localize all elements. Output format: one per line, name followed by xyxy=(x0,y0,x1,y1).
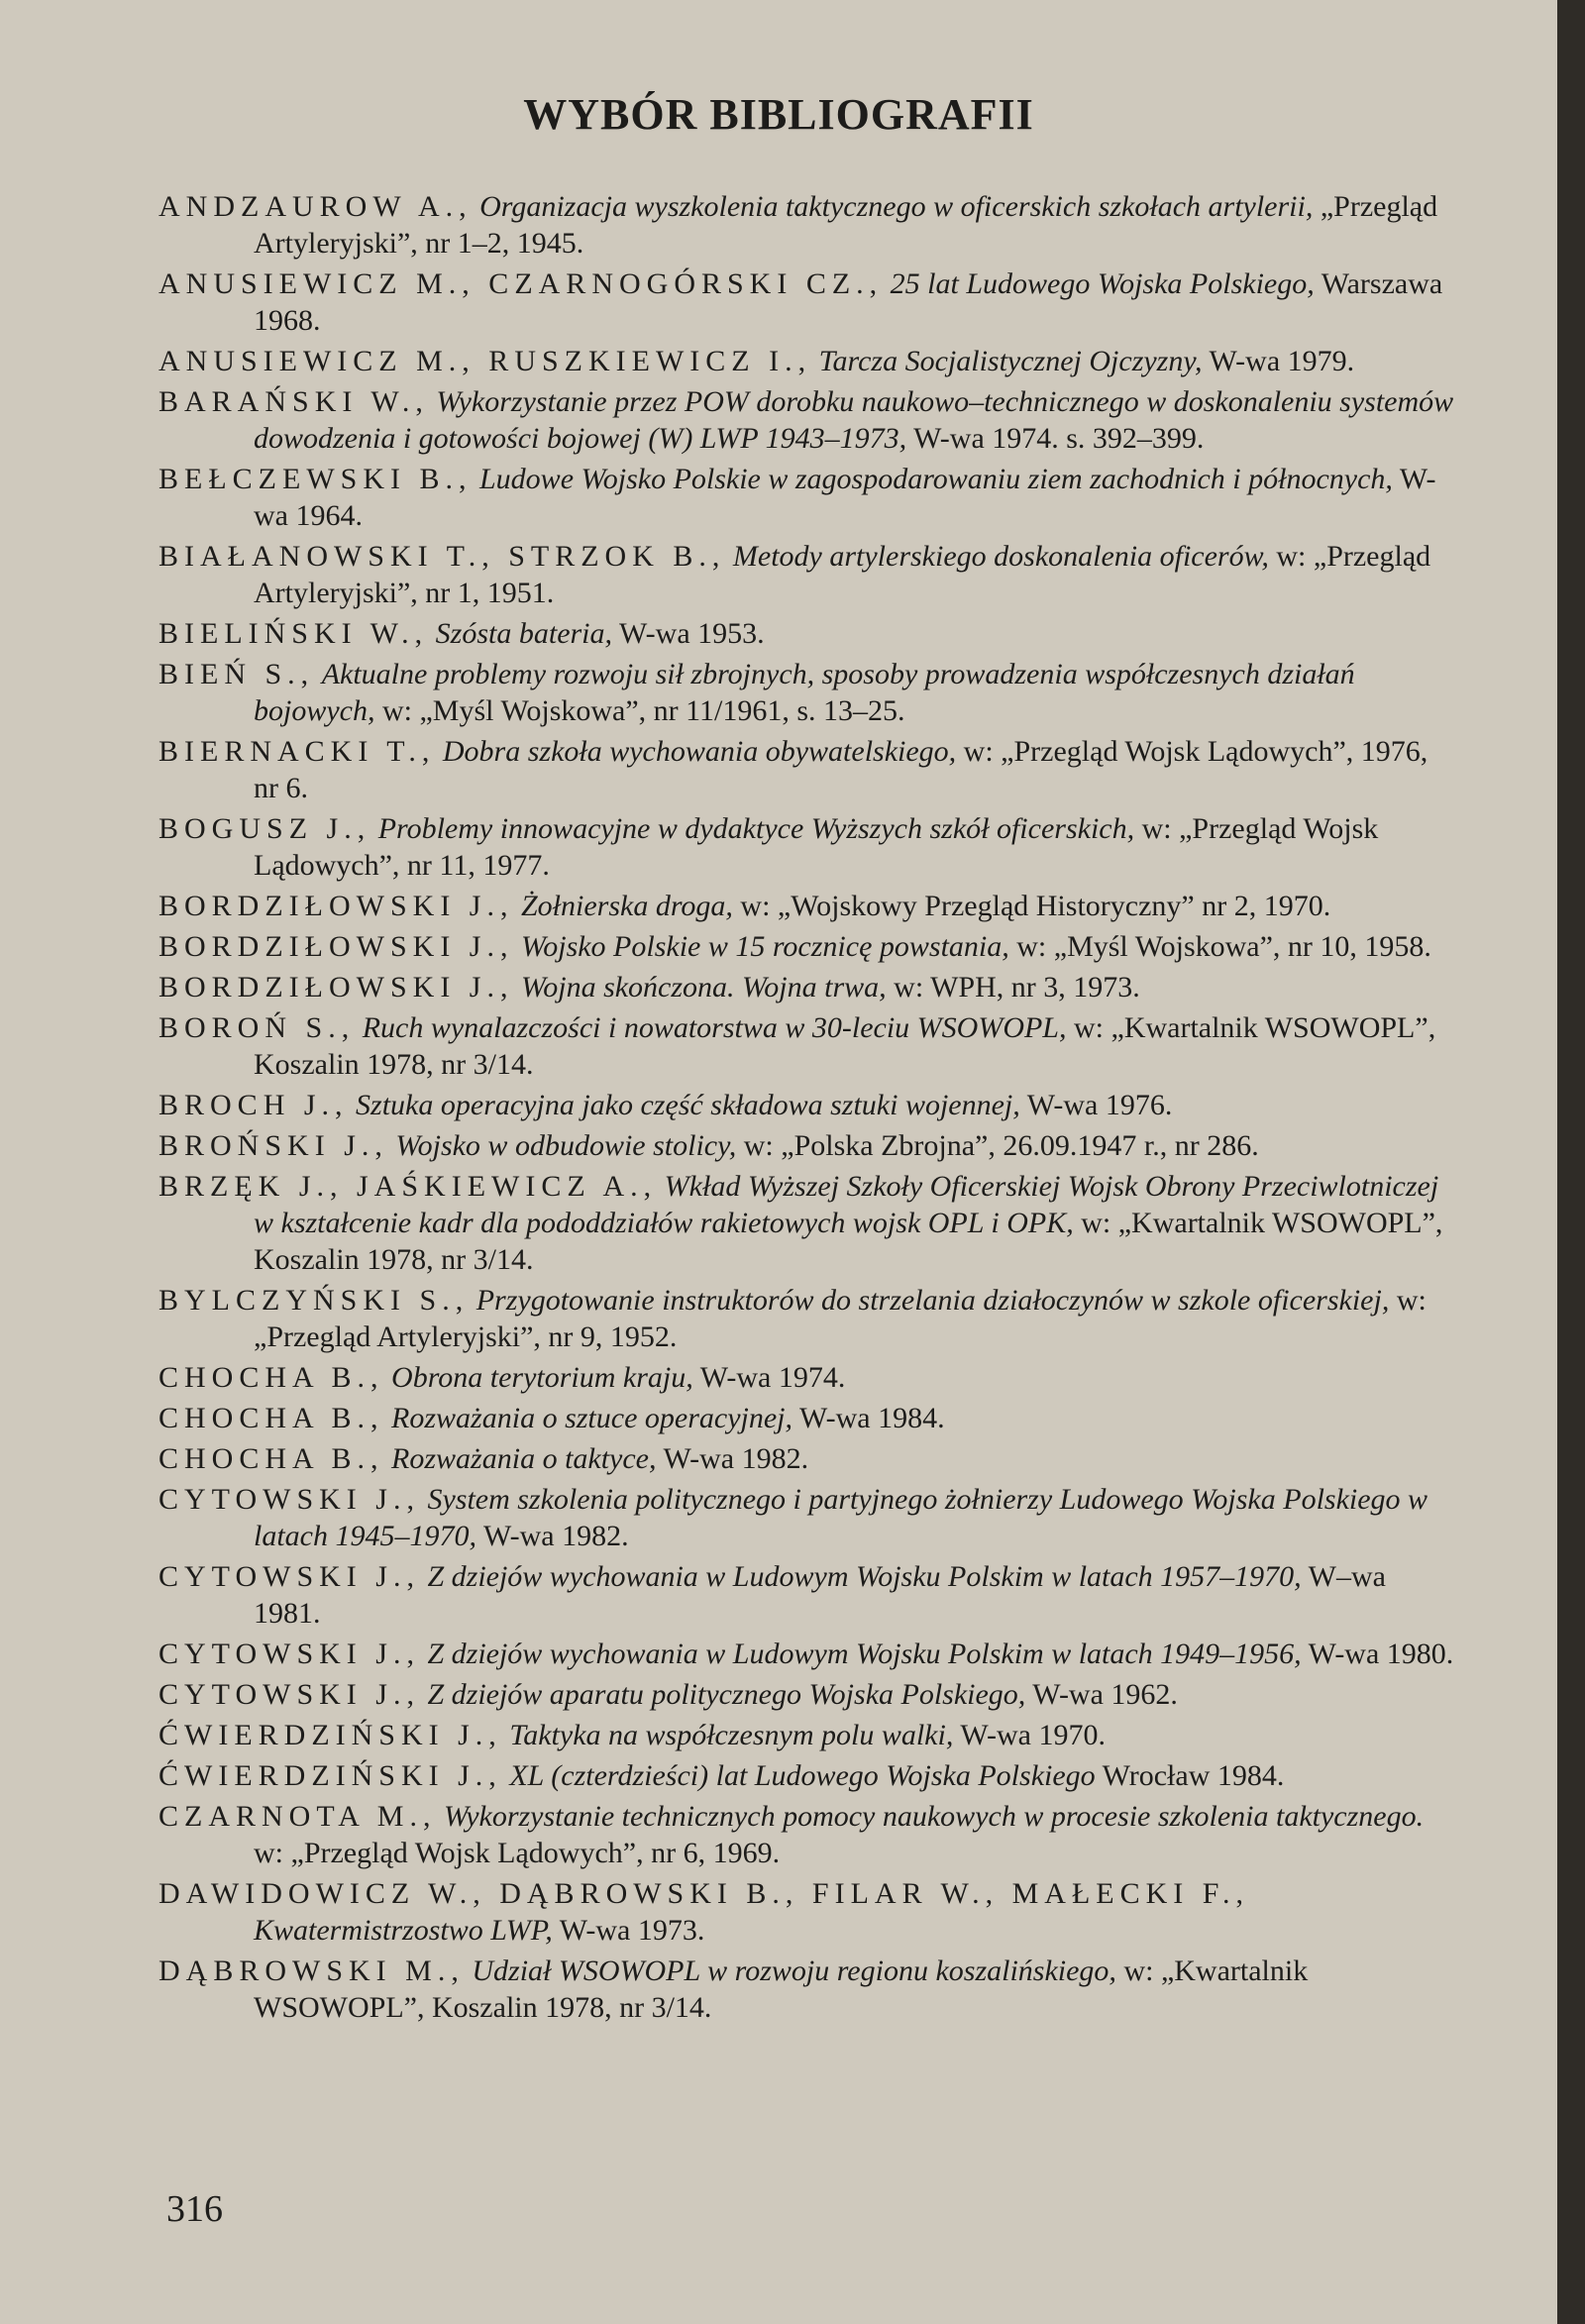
entry-details: W-wa 1979. xyxy=(1209,345,1355,377)
bibliography-entry xyxy=(158,928,1458,965)
entry-details: w: „Przegląd Artyleryjski”, nr 1, 1951. xyxy=(254,540,1431,609)
entry-details: W-wa 1970. xyxy=(960,1719,1106,1751)
bibliography-entry xyxy=(158,888,1458,924)
entry-details: Wrocław 1984. xyxy=(1102,1759,1285,1792)
bibliography-entry xyxy=(158,1359,1458,1396)
page-number: 316 xyxy=(166,2188,223,2230)
entry-author: BORDZIŁOWSKI J., xyxy=(158,971,514,1004)
entry-details: W-wa 1974. s. 392–399. xyxy=(913,422,1205,455)
entry-work: Udział WSOWOPL w rozwoju regionu koszalińskiego, xyxy=(472,1954,1116,1987)
entry-work: Tarcza Socjalistycznej Ojczyzny, xyxy=(818,345,1203,377)
entry-work: Kwatermistrzostwo LWP, xyxy=(254,1914,553,1947)
entry-work: Ludowe Wojsko Polskie w zagospodarowaniu ziem zachodnich i północnych, xyxy=(479,463,1393,495)
bibliography-entry xyxy=(158,969,1458,1005)
bibliography-entry xyxy=(158,461,1458,534)
entry-author: ANDZAUROW A., xyxy=(158,190,473,223)
bibliography-entry xyxy=(158,656,1458,729)
bibliography-entry xyxy=(158,1717,1458,1753)
bibliography-entry xyxy=(158,1558,1458,1632)
entry-author: DĄBROWSKI M., xyxy=(158,1954,465,1987)
entry-details: w: WPH, nr 3, 1973. xyxy=(894,971,1140,1004)
entry-work: Ruch wynalazczości i nowatorstwa w 30-leciu WSOWOPL, xyxy=(362,1011,1067,1044)
entry-details: „Przegląd Artyleryjski”, nr 1–2, 1945. xyxy=(254,190,1438,260)
entry-details: W-wa 1962. xyxy=(1032,1678,1178,1711)
entry-author: DAWIDOWICZ W., DĄBROWSKI B., FILAR W., MAŁECKI F., xyxy=(158,1877,1250,1910)
entry-details: w: „Kwartalnik WSOWOPL”, Koszalin 1978, nr 3/14. xyxy=(254,1207,1443,1276)
entry-author: CHOCHA B., xyxy=(158,1442,384,1475)
entry-work: Z dziejów wychowania w Ludowym Wojsku Polskim w latach 1957–1970, xyxy=(427,1560,1302,1593)
entry-details: W–wa 1981. xyxy=(254,1560,1386,1630)
bibliography-entry xyxy=(158,1282,1458,1355)
entry-work: Dobra szkoła wychowania obywatelskiego, xyxy=(442,735,957,768)
entry-author: BROŃSKI J., xyxy=(158,1129,388,1162)
entry-author: CZARNOTA M., xyxy=(158,1800,437,1833)
entry-author: ANUSIEWICZ M., CZARNOGÓRSKI CZ., xyxy=(158,267,884,300)
bibliography-entry xyxy=(158,1009,1458,1083)
bibliography-entry xyxy=(158,1481,1458,1554)
entry-details: W-wa 1964. xyxy=(254,463,1436,532)
bibliography-list xyxy=(158,188,1458,2030)
entry-details: w: „Kwartalnik WSOWOPL”, Koszalin 1978, nr 3/14. xyxy=(254,1954,1309,2024)
entry-author: CHOCHA B., xyxy=(158,1361,384,1394)
bibliography-entry xyxy=(158,265,1458,339)
entry-author: BOGUSZ J., xyxy=(158,812,371,845)
entry-work: Żołnierska droga, xyxy=(521,890,733,922)
entry-details: w: „Wojskowy Przegląd Historyczny” nr 2, 1970. xyxy=(740,890,1331,922)
entry-author: CYTOWSKI J., xyxy=(158,1678,420,1711)
entry-author: BIAŁANOWSKI T., STRZOK B., xyxy=(158,540,726,573)
entry-work: Wojna skończona. Wojna trwa, xyxy=(521,971,887,1004)
entry-author: CYTOWSKI J., xyxy=(158,1637,420,1670)
entry-details: w: „Przegląd Wojsk Lądowych”, nr 6, 1969. xyxy=(254,1837,781,1869)
entry-author: BIERNACKI T., xyxy=(158,735,436,768)
entry-work: Metody artylerskiego doskonalenia oficerów, xyxy=(732,540,1269,573)
bibliography-entry xyxy=(158,538,1458,611)
bibliography-entry xyxy=(158,1127,1458,1164)
bibliography-entry xyxy=(158,1168,1458,1278)
bibliography-entry xyxy=(158,1400,1458,1436)
entry-details: w: „Kwartalnik WSOWOPL”, Koszalin 1978, nr 3/14. xyxy=(254,1011,1436,1081)
entry-author: BOROŃ S., xyxy=(158,1011,356,1044)
entry-work: Wkład Wyższej Szkoły Oficerskiej Wojsk Obrony Przeciwlotniczej w kształcenie kadr dla pododdziałów rakietowych wojsk OPL i OPK, xyxy=(254,1170,1439,1239)
entry-work: System szkolenia politycznego i partyjnego żołnierzy Ludowego Wojska Polskiego w latach 1945–1970, xyxy=(254,1483,1428,1552)
bibliography-entry xyxy=(158,810,1458,884)
entry-work: Wojsko Polskie w 15 rocznicę powstania, xyxy=(521,930,1009,963)
entry-work: Wykorzystanie przez POW dorobku naukowo–technicznego w doskonaleniu systemów dowodzenia i gotowości bojowej (W) LWP 1943–1973, xyxy=(254,385,1454,455)
entry-details: w: „Myśl Wojskowa”, nr 10, 1958. xyxy=(1016,930,1431,963)
entry-details: w: „Przegląd Wojsk Lądowych”, 1976, nr 6. xyxy=(254,735,1428,804)
bibliography-entry xyxy=(158,383,1458,457)
entry-work: Problemy innowacyjne w dydaktyce Wyższych szkół oficerskich, xyxy=(377,812,1135,845)
entry-details: W-wa 1980. xyxy=(1308,1637,1454,1670)
entry-details: w: „Polska Zbrojna”, 26.09.1947 r., nr 286. xyxy=(743,1129,1259,1162)
entry-details: W-wa 1953. xyxy=(619,617,765,650)
bibliography-entry xyxy=(158,1676,1458,1713)
entry-author: CYTOWSKI J., xyxy=(158,1483,420,1516)
bibliography-entry xyxy=(158,1757,1458,1794)
entry-author: CYTOWSKI J., xyxy=(158,1560,420,1593)
entry-author: CHOCHA B., xyxy=(158,1402,384,1434)
entry-work: Aktualne problemy rozwoju sił zbrojnych, sposoby prowadzenia współczesnych działań bojowych, xyxy=(254,658,1355,727)
entry-details: W-wa 1984. xyxy=(798,1402,945,1434)
entry-author: ĆWIERDZIŃSKI J., xyxy=(158,1759,502,1792)
bibliography-entry xyxy=(158,1875,1458,1949)
entry-author: BEŁCZEWSKI B., xyxy=(158,463,473,495)
entry-work: 25 lat Ludowego Wojska Polskiego, xyxy=(890,267,1315,300)
entry-author: BROCH J., xyxy=(158,1089,349,1121)
entry-author: BORDZIŁOWSKI J., xyxy=(158,930,514,963)
bibliography-entry xyxy=(158,1440,1458,1477)
entry-author: BORDZIŁOWSKI J., xyxy=(158,890,514,922)
bibliography-entry xyxy=(158,1087,1458,1123)
bibliography-entry xyxy=(158,343,1458,379)
entry-work: Organizacja wyszkolenia taktycznego w oficerskich szkołach artylerii, xyxy=(479,190,1314,223)
bibliography-entry xyxy=(158,1798,1458,1871)
entry-author: ĆWIERDZIŃSKI J., xyxy=(158,1719,502,1751)
entry-work: XL (czterdzieści) lat Ludowego Wojska Polskiego xyxy=(509,1759,1096,1792)
entry-details: W-wa 1976. xyxy=(1026,1089,1173,1121)
entry-details: W-wa 1973. xyxy=(559,1914,705,1947)
entry-work: Szósta bateria, xyxy=(435,617,613,650)
entry-work: Obrona terytorium kraju, xyxy=(391,1361,693,1394)
entry-work: Przygotowanie instruktorów do strzelania działoczynów w szkole oficerskiej, xyxy=(476,1284,1390,1317)
entry-details: w: „Przegląd Artyleryjski”, nr 9, 1952. xyxy=(254,1284,1426,1353)
entry-author: BYLCZYŃSKI S., xyxy=(158,1284,470,1317)
bibliography-entry xyxy=(158,1636,1458,1672)
bibliography-entry xyxy=(158,733,1458,806)
entry-work: Wykorzystanie technicznych pomocy naukowych w procesie szkolenia taktycznego. xyxy=(443,1800,1425,1833)
bibliography-entry xyxy=(158,615,1458,652)
entry-work: Sztuka operacyjna jako część składowa sztuki wojennej, xyxy=(356,1089,1020,1121)
entry-details: w: „Myśl Wojskowa”, nr 11/1961, s. 13–25. xyxy=(381,694,905,727)
entry-details: W-wa 1982. xyxy=(482,1520,629,1552)
entry-work: Z dziejów wychowania w Ludowym Wojsku Polskim w latach 1949–1956, xyxy=(427,1637,1302,1670)
entry-author: BRZĘK J., JAŚKIEWICZ A., xyxy=(158,1170,658,1203)
entry-details: w: „Przegląd Wojsk Lądowych”, nr 11, 1977. xyxy=(254,812,1379,882)
page-title: WYBÓR BIBLIOGRAFII xyxy=(523,90,1034,139)
entry-author: BIEŃ S., xyxy=(158,658,315,690)
entry-work: Wojsko w odbudowie stolicy, xyxy=(395,1129,737,1162)
bibliography-entry xyxy=(158,1953,1458,2026)
entry-work: Rozważania o sztuce operacyjnej, xyxy=(391,1402,792,1434)
entry-details: Warszawa 1968. xyxy=(254,267,1443,337)
entry-work: Z dziejów aparatu politycznego Wojska Polskiego, xyxy=(427,1678,1026,1711)
entry-work: Rozważania o taktyce, xyxy=(391,1442,657,1475)
entry-details: W-wa 1982. xyxy=(663,1442,809,1475)
entry-details: W-wa 1974. xyxy=(699,1361,846,1394)
entry-work: Taktyka na współczesnym polu walki, xyxy=(509,1719,954,1751)
entry-author: BIELIŃSKI W., xyxy=(158,617,429,650)
entry-author: ANUSIEWICZ M., RUSZKIEWICZ I., xyxy=(158,345,812,377)
entry-author: BARAŃSKI W., xyxy=(158,385,429,418)
bibliography-entry xyxy=(158,188,1458,262)
